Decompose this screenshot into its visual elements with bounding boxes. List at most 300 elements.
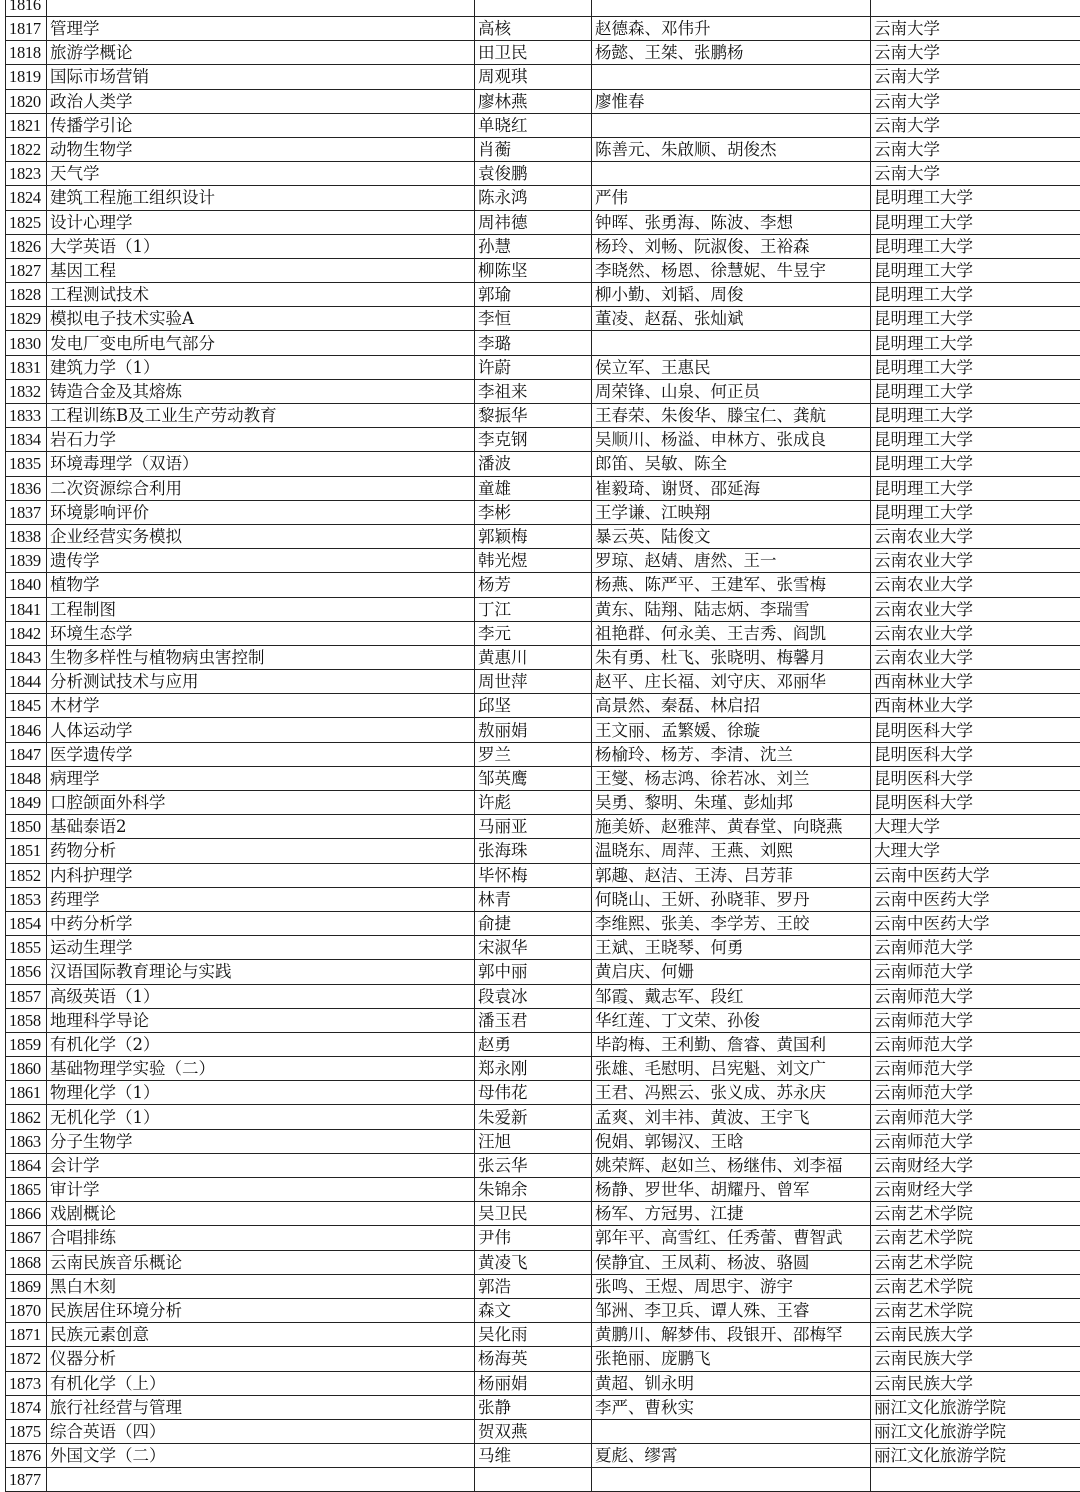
cell-number: 1869 [6, 1274, 47, 1298]
table-row [6, 670, 1080, 694]
cell-members: 华红莲、丁文荣、孙俊 [592, 1008, 871, 1032]
cell-course-name: 外国文学（二） [47, 1444, 475, 1468]
cell-course-name: 动物生物学 [47, 137, 475, 161]
cell-leader: 韩光煜 [475, 549, 592, 573]
cell-course-name: 遗传学 [47, 549, 475, 573]
cell-leader: 杨丽娟 [475, 1371, 592, 1395]
cell-number: 1851 [6, 839, 47, 863]
cell-course-name: 有机化学（上） [47, 1371, 475, 1395]
cell-members: 黄东、陆翔、陆志炳、李瑞雪 [592, 597, 871, 621]
cell-school: 云南财经大学 [871, 1153, 1080, 1177]
cell-members: 陈善元、朱啟顺、胡俊杰 [592, 137, 871, 161]
cell-school: 昆明理工大学 [871, 379, 1080, 403]
cell-school: 昆明医科大学 [871, 766, 1080, 790]
cell-school: 云南农业大学 [871, 573, 1080, 597]
cell-leader: 李璐 [475, 331, 592, 355]
cell-number: 1838 [6, 524, 47, 548]
cell-course-name: 生物多样性与植物病虫害控制 [47, 645, 475, 669]
table-row [6, 863, 1080, 887]
cell-number: 1821 [6, 113, 47, 137]
cell-course-name: 政治人类学 [47, 89, 475, 113]
cell-number: 1860 [6, 1057, 47, 1081]
cell-number: 1833 [6, 404, 47, 428]
cell-members: 王君、冯熙云、张义成、苏永庆 [592, 1081, 871, 1105]
cell-school: 昆明理工大学 [871, 476, 1080, 500]
cell-leader: 许彪 [475, 791, 592, 815]
cell-school: 昆明理工大学 [871, 186, 1080, 210]
cell-members: 吴顺川、杨溢、申林方、张成良 [592, 428, 871, 452]
cell-leader: 林青 [475, 887, 592, 911]
table-row [6, 1419, 1080, 1443]
cell-leader: 周世萍 [475, 670, 592, 694]
cell-school: 昆明医科大学 [871, 742, 1080, 766]
cell-number: 1830 [6, 331, 47, 355]
cell-school: 云南大学 [871, 89, 1080, 113]
cell-leader: 郭中丽 [475, 960, 592, 984]
cell-leader: 马丽亚 [475, 815, 592, 839]
cell-members: 杨军、方冠男、江捷 [592, 1202, 871, 1226]
cell-course-name: 管理学 [47, 17, 475, 41]
cell-school: 云南中医药大学 [871, 863, 1080, 887]
cell-school: 云南艺术学院 [871, 1226, 1080, 1250]
cell-number: 1827 [6, 258, 47, 282]
cell-leader: 张海珠 [475, 839, 592, 863]
cell-course-name: 合唱排练 [47, 1226, 475, 1250]
table-row [6, 1371, 1080, 1395]
cell-school: 云南艺术学院 [871, 1274, 1080, 1298]
cell-course-name: 植物学 [47, 573, 475, 597]
cell-leader: 森文 [475, 1298, 592, 1322]
cell-course-name: 建筑力学（1） [47, 355, 475, 379]
cell-number: 1819 [6, 65, 47, 89]
table-row [6, 1468, 1080, 1492]
cell-school: 云南农业大学 [871, 621, 1080, 645]
table-row [6, 911, 1080, 935]
cell-members [592, 1468, 871, 1492]
cell-school: 云南农业大学 [871, 597, 1080, 621]
cell-course-name: 建筑工程施工组织设计 [47, 186, 475, 210]
table-row [6, 1250, 1080, 1274]
cell-members: 杨榆玲、杨芳、李清、沈兰 [592, 742, 871, 766]
cell-course-name: 人体运动学 [47, 718, 475, 742]
table-row [6, 1323, 1080, 1347]
cell-members: 暴云英、陆俊文 [592, 524, 871, 548]
cell-course-name: 云南民族音乐概论 [47, 1250, 475, 1274]
table-row [6, 113, 1080, 137]
cell-school: 昆明理工大学 [871, 258, 1080, 282]
cell-number: 1828 [6, 283, 47, 307]
cell-leader: 郑永刚 [475, 1057, 592, 1081]
cell-number: 1837 [6, 500, 47, 524]
cell-course-name: 环境影响评价 [47, 500, 475, 524]
table-row [6, 210, 1080, 234]
cell-leader: 张云华 [475, 1153, 592, 1177]
cell-course-name: 企业经营实务模拟 [47, 524, 475, 548]
cell-course-name: 会计学 [47, 1153, 475, 1177]
cell-leader: 母伟花 [475, 1081, 592, 1105]
cell-course-name: 大学英语（1） [47, 234, 475, 258]
table-row [6, 718, 1080, 742]
cell-school: 云南农业大学 [871, 645, 1080, 669]
cell-school: 云南民族大学 [871, 1371, 1080, 1395]
cell-course-name: 二次资源综合利用 [47, 476, 475, 500]
table-body [6, 0, 1080, 1492]
cell-course-name [47, 1468, 475, 1492]
cell-school: 大理大学 [871, 839, 1080, 863]
cell-members: 吴勇、黎明、朱瑾、彭灿邦 [592, 791, 871, 815]
table-row [6, 1105, 1080, 1129]
cell-school: 昆明理工大学 [871, 500, 1080, 524]
cell-school: 云南艺术学院 [871, 1202, 1080, 1226]
table-row [6, 1129, 1080, 1153]
cell-school: 昆明理工大学 [871, 307, 1080, 331]
cell-school: 昆明理工大学 [871, 234, 1080, 258]
table-row [6, 1008, 1080, 1032]
cell-leader [475, 0, 592, 17]
cell-number: 1840 [6, 573, 47, 597]
cell-members: 赵平、庄长福、刘守庆、邓丽华 [592, 670, 871, 694]
cell-members: 杨静、罗世华、胡耀丹、曾军 [592, 1178, 871, 1202]
cell-leader: 童雄 [475, 476, 592, 500]
cell-number: 1863 [6, 1129, 47, 1153]
cell-leader: 杨海英 [475, 1347, 592, 1371]
cell-leader: 许蔚 [475, 355, 592, 379]
table-row [6, 331, 1080, 355]
cell-school [871, 1468, 1080, 1492]
cell-school: 云南民族大学 [871, 1323, 1080, 1347]
cell-number: 1817 [6, 17, 47, 41]
cell-members: 邹霞、戴志军、段红 [592, 984, 871, 1008]
table-row [6, 307, 1080, 331]
cell-leader: 邱坚 [475, 694, 592, 718]
cell-school: 丽江文化旅游学院 [871, 1419, 1080, 1443]
cell-number: 1826 [6, 234, 47, 258]
cell-leader: 朱爱新 [475, 1105, 592, 1129]
cell-members: 杨懿、王桀、张鹏杨 [592, 41, 871, 65]
table-row [6, 186, 1080, 210]
cell-number: 1871 [6, 1323, 47, 1347]
cell-leader: 朱锦余 [475, 1178, 592, 1202]
table-row [6, 476, 1080, 500]
cell-number: 1862 [6, 1105, 47, 1129]
cell-members: 邹洲、李卫兵、谭人殊、王睿 [592, 1298, 871, 1322]
table-row [6, 1178, 1080, 1202]
cell-school: 丽江文化旅游学院 [871, 1444, 1080, 1468]
cell-members: 黄鹏川、解梦伟、段银开、邵梅罕 [592, 1323, 871, 1347]
cell-members: 王春荣、朱俊华、滕宝仁、龚航 [592, 404, 871, 428]
cell-leader: 李恒 [475, 307, 592, 331]
cell-number: 1831 [6, 355, 47, 379]
cell-members: 姚荣辉、赵如兰、杨继伟、刘李福 [592, 1153, 871, 1177]
cell-leader: 田卫民 [475, 41, 592, 65]
table-row [6, 1202, 1080, 1226]
cell-school: 云南师范大学 [871, 1032, 1080, 1056]
cell-members: 孟爽、刘丰祎、黄波、王宇飞 [592, 1105, 871, 1129]
cell-leader: 贺双燕 [475, 1419, 592, 1443]
table-row [6, 984, 1080, 1008]
cell-course-name: 国际市场营销 [47, 65, 475, 89]
cell-members: 董凌、赵磊、张灿斌 [592, 307, 871, 331]
cell-members: 高景然、秦磊、林启招 [592, 694, 871, 718]
cell-members: 廖惟春 [592, 89, 871, 113]
cell-course-name: 模拟电子技术实验A [47, 307, 475, 331]
cell-school: 云南师范大学 [871, 1057, 1080, 1081]
cell-course-name: 分析测试技术与应用 [47, 670, 475, 694]
cell-course-name: 旅行社经营与管理 [47, 1395, 475, 1419]
cell-course-name: 无机化学（1） [47, 1105, 475, 1129]
cell-school: 云南农业大学 [871, 549, 1080, 573]
cell-leader: 潘玉君 [475, 1008, 592, 1032]
cell-school: 昆明理工大学 [871, 283, 1080, 307]
cell-school: 昆明理工大学 [871, 331, 1080, 355]
cell-leader: 潘波 [475, 452, 592, 476]
cell-course-name: 黑白木刻 [47, 1274, 475, 1298]
table-row [6, 1347, 1080, 1371]
table-row [6, 283, 1080, 307]
cell-members [592, 162, 871, 186]
cell-members: 张雄、毛慰明、吕宪魁、刘文广 [592, 1057, 871, 1081]
cell-members [592, 331, 871, 355]
table-row [6, 815, 1080, 839]
cell-school: 昆明理工大学 [871, 428, 1080, 452]
table-row [6, 1444, 1080, 1468]
cell-members: 钟晖、张勇海、陈波、李想 [592, 210, 871, 234]
cell-members [592, 113, 871, 137]
cell-school: 云南中医药大学 [871, 887, 1080, 911]
cell-number: 1877 [6, 1468, 47, 1492]
table-row [6, 17, 1080, 41]
cell-course-name: 戏剧概论 [47, 1202, 475, 1226]
cell-members: 李严、曹秋实 [592, 1395, 871, 1419]
cell-leader: 丁江 [475, 597, 592, 621]
cell-course-name: 岩石力学 [47, 428, 475, 452]
cell-course-name: 药物分析 [47, 839, 475, 863]
cell-school: 昆明理工大学 [871, 452, 1080, 476]
cell-leader: 孙慧 [475, 234, 592, 258]
cell-members: 祖艳群、何永美、王吉秀、阎凯 [592, 621, 871, 645]
cell-number: 1846 [6, 718, 47, 742]
cell-number: 1834 [6, 428, 47, 452]
table-row [6, 839, 1080, 863]
cell-number: 1845 [6, 694, 47, 718]
cell-leader: 吴化雨 [475, 1323, 592, 1347]
cell-members: 张艳丽、庞鹏飞 [592, 1347, 871, 1371]
cell-number: 1856 [6, 960, 47, 984]
cell-course-name: 分子生物学 [47, 1129, 475, 1153]
cell-number: 1868 [6, 1250, 47, 1274]
cell-school: 昆明医科大学 [871, 791, 1080, 815]
cell-members: 黄超、钏永明 [592, 1371, 871, 1395]
cell-number: 1824 [6, 186, 47, 210]
cell-course-name: 工程训练B及工业生产劳动教育 [47, 404, 475, 428]
cell-leader: 杨芳 [475, 573, 592, 597]
cell-number: 1853 [6, 887, 47, 911]
cell-course-name: 综合英语（四） [47, 1419, 475, 1443]
cell-number: 1841 [6, 597, 47, 621]
cell-course-name: 传播学引论 [47, 113, 475, 137]
cell-members: 柳小勤、刘韬、周俊 [592, 283, 871, 307]
cell-leader: 尹伟 [475, 1226, 592, 1250]
cell-leader: 俞捷 [475, 911, 592, 935]
table-row [6, 1298, 1080, 1322]
cell-course-name: 病理学 [47, 766, 475, 790]
cell-course-name: 旅游学概论 [47, 41, 475, 65]
cell-number: 1858 [6, 1008, 47, 1032]
cell-members: 赵德森、邓伟升 [592, 17, 871, 41]
cell-leader: 汪旭 [475, 1129, 592, 1153]
cell-leader: 毕怀梅 [475, 863, 592, 887]
cell-school: 云南财经大学 [871, 1178, 1080, 1202]
cell-leader: 郭瑜 [475, 283, 592, 307]
cell-members: 朱有勇、杜飞、张晓明、梅馨月 [592, 645, 871, 669]
table-row [6, 41, 1080, 65]
cell-members: 郎笛、吴敏、陈全 [592, 452, 871, 476]
cell-school: 云南中医药大学 [871, 911, 1080, 935]
cell-number: 1872 [6, 1347, 47, 1371]
cell-school: 昆明理工大学 [871, 210, 1080, 234]
cell-number: 1835 [6, 452, 47, 476]
cell-course-name [47, 0, 475, 17]
cell-school: 云南师范大学 [871, 1105, 1080, 1129]
cell-school: 西南林业大学 [871, 670, 1080, 694]
table-row [6, 524, 1080, 548]
cell-members: 王斌、王晓琴、何勇 [592, 936, 871, 960]
table-row [6, 162, 1080, 186]
cell-members: 温晓东、周萍、王燕、刘熙 [592, 839, 871, 863]
cell-course-name: 铸造合金及其熔炼 [47, 379, 475, 403]
table-row [6, 549, 1080, 573]
cell-members: 李维熙、张美、李学芳、王皎 [592, 911, 871, 935]
cell-leader: 罗兰 [475, 742, 592, 766]
cell-members: 严伟 [592, 186, 871, 210]
cell-number: 1842 [6, 621, 47, 645]
cell-leader: 邹英鹰 [475, 766, 592, 790]
cell-members: 郭趣、赵洁、王涛、吕芳菲 [592, 863, 871, 887]
cell-leader: 吴卫民 [475, 1202, 592, 1226]
cell-leader: 周祎德 [475, 210, 592, 234]
table-row [6, 1032, 1080, 1056]
cell-leader: 黎振华 [475, 404, 592, 428]
cell-members: 周荣锋、山泉、何正员 [592, 379, 871, 403]
cell-school [871, 0, 1080, 17]
cell-course-name: 汉语国际教育理论与实践 [47, 960, 475, 984]
cell-course-name: 基础物理学实验（二） [47, 1057, 475, 1081]
cell-number: 1848 [6, 766, 47, 790]
table-row [6, 694, 1080, 718]
cell-school: 云南大学 [871, 113, 1080, 137]
cell-leader: 李元 [475, 621, 592, 645]
table-row [6, 1395, 1080, 1419]
cell-course-name: 运动生理学 [47, 936, 475, 960]
cell-number: 1825 [6, 210, 47, 234]
cell-leader: 袁俊鹏 [475, 162, 592, 186]
cell-members: 何晓山、王妍、孙晓菲、罗丹 [592, 887, 871, 911]
table-row [6, 1274, 1080, 1298]
cell-leader: 敖丽娟 [475, 718, 592, 742]
cell-members: 郭年平、高雪红、任秀蕾、曹智武 [592, 1226, 871, 1250]
table-row [6, 428, 1080, 452]
cell-number: 1836 [6, 476, 47, 500]
cell-number: 1818 [6, 41, 47, 65]
cell-number: 1850 [6, 815, 47, 839]
cell-course-name: 设计心理学 [47, 210, 475, 234]
cell-school: 云南师范大学 [871, 984, 1080, 1008]
cell-number: 1854 [6, 911, 47, 935]
cell-course-name: 天气学 [47, 162, 475, 186]
cell-course-name: 审计学 [47, 1178, 475, 1202]
table-row [6, 621, 1080, 645]
cell-number: 1847 [6, 742, 47, 766]
cell-course-name: 工程测试技术 [47, 283, 475, 307]
table-row [6, 766, 1080, 790]
table-row [6, 1081, 1080, 1105]
cell-leader: 段袁冰 [475, 984, 592, 1008]
cell-leader: 张静 [475, 1395, 592, 1419]
cell-school: 云南民族大学 [871, 1347, 1080, 1371]
cell-course-name: 地理科学导论 [47, 1008, 475, 1032]
cell-school: 云南大学 [871, 41, 1080, 65]
cell-members: 罗琼、赵婧、唐然、王一 [592, 549, 871, 573]
table-row [6, 65, 1080, 89]
cell-leader: 黄凌飞 [475, 1250, 592, 1274]
cell-members: 杨玲、刘畅、阮淑俊、王裕森 [592, 234, 871, 258]
table-row [6, 1226, 1080, 1250]
cell-course-name: 药理学 [47, 887, 475, 911]
cell-members [592, 1419, 871, 1443]
cell-leader: 单晓红 [475, 113, 592, 137]
cell-members: 崔毅琦、谢贤、邵延海 [592, 476, 871, 500]
cell-number: 1876 [6, 1444, 47, 1468]
cell-leader: 郭浩 [475, 1274, 592, 1298]
cell-course-name: 民族居住环境分析 [47, 1298, 475, 1322]
cell-course-name: 内科护理学 [47, 863, 475, 887]
cell-number: 1873 [6, 1371, 47, 1395]
cell-number: 1861 [6, 1081, 47, 1105]
cell-number: 1822 [6, 137, 47, 161]
cell-members: 施美娇、赵雅萍、黄春堂、向晓燕 [592, 815, 871, 839]
table-row [6, 234, 1080, 258]
cell-number: 1857 [6, 984, 47, 1008]
table-row [6, 742, 1080, 766]
cell-number: 1855 [6, 936, 47, 960]
cell-leader: 李彬 [475, 500, 592, 524]
cell-course-name: 医学遗传学 [47, 742, 475, 766]
table-row [6, 89, 1080, 113]
table-row [6, 645, 1080, 669]
cell-leader: 宋淑华 [475, 936, 592, 960]
document-sheet [5, 0, 1073, 1492]
cell-number: 1832 [6, 379, 47, 403]
cell-course-name: 环境生态学 [47, 621, 475, 645]
cell-leader: 李祖来 [475, 379, 592, 403]
table-row [6, 404, 1080, 428]
cell-course-name: 民族元素创意 [47, 1323, 475, 1347]
cell-number: 1864 [6, 1153, 47, 1177]
cell-course-name: 基因工程 [47, 258, 475, 282]
cell-number: 1849 [6, 791, 47, 815]
cell-number: 1866 [6, 1202, 47, 1226]
cell-members: 倪娟、郭锡汉、王晗 [592, 1129, 871, 1153]
cell-course-name: 有机化学（2） [47, 1032, 475, 1056]
cell-number: 1870 [6, 1298, 47, 1322]
cell-leader: 柳陈坚 [475, 258, 592, 282]
cell-course-name: 环境毒理学（双语） [47, 452, 475, 476]
cell-members: 侯立军、王惠民 [592, 355, 871, 379]
cell-leader: 郭颖梅 [475, 524, 592, 548]
cell-school: 昆明医科大学 [871, 718, 1080, 742]
cell-school: 云南师范大学 [871, 1129, 1080, 1153]
cell-leader: 黄惠川 [475, 645, 592, 669]
